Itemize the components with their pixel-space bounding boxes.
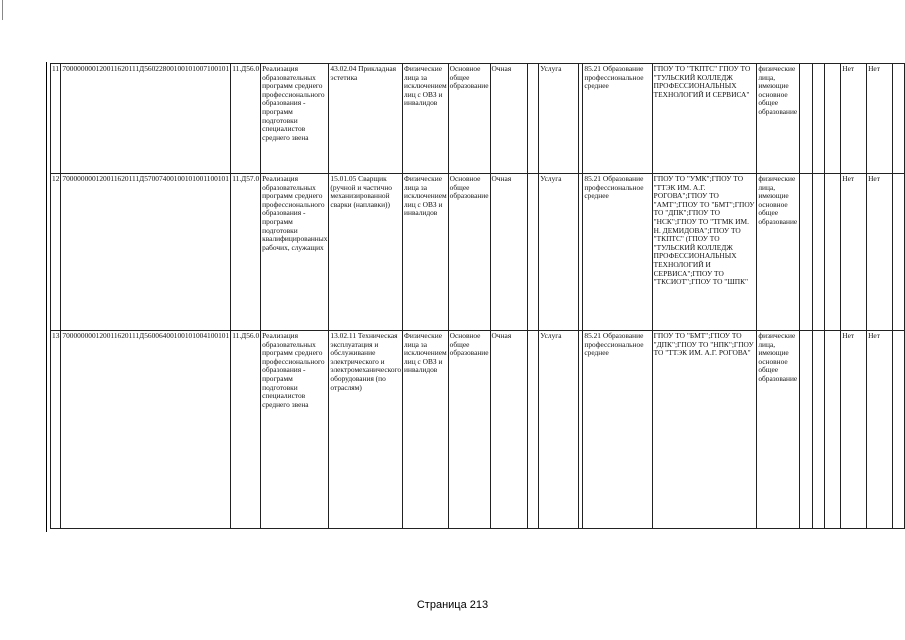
cell-row-number: 13	[51, 331, 61, 529]
cell-flag-2: Нет	[867, 174, 892, 331]
cell-okved: 85.21 Образование профессиональное среднее	[583, 331, 652, 529]
cell-flag-1: Нет	[841, 331, 867, 529]
cell-service-type: Услуга	[539, 331, 579, 529]
table-body	[51, 64, 905, 529]
table-row	[51, 64, 905, 174]
cell-registry-code: 700000000120011620111Д57007400100101001100101	[61, 174, 231, 331]
cell-education-base: Основное общее образование	[448, 331, 490, 529]
cell-service-name: Реализация образовательных программ среднего профессионального образования - программ подготовки специалистов среднего звена	[261, 64, 329, 174]
cell-specialty: 43.02.04 Прикладная эстетика	[329, 64, 403, 174]
cell-okved: 85.21 Образование профессиональное среднее	[583, 174, 652, 331]
cell-row-number: 12	[51, 174, 61, 331]
cell-service-name: Реализация образовательных программ среднего профессионального образования - программ подготовки квалифицированных рабочих, служащих	[261, 174, 329, 331]
cell-empty	[892, 174, 904, 331]
cell-study-form: Очная	[490, 331, 527, 529]
services-registry-table	[50, 63, 905, 529]
frame-top-line	[2, 0, 3, 20]
cell-empty	[825, 331, 841, 529]
cell-okved: 85.21 Образование профессиональное среднее	[583, 64, 652, 174]
page-number: Страница 213	[416, 599, 489, 611]
cell-service-name: Реализация образовательных программ среднего профессионального образования - программ подготовки специалистов среднего звена	[261, 331, 329, 529]
cell-empty	[800, 331, 813, 529]
cell-category: Физические лица за исключением лиц с ОВЗ и инвалидов	[403, 331, 449, 529]
cell-row-number: 11	[51, 64, 61, 174]
cell-empty	[800, 174, 813, 331]
cell-education-base: Основное общее образование	[448, 64, 490, 174]
cell-organizations: ГПОУ ТО "ТКПТС" ГПОУ ТО "ТУЛЬСКИЙ КОЛЛЕДЖ ПРОФЕССИОНАЛЬНЫХ ТЕХНОЛОГИЙ И СЕРВИСА"	[652, 64, 757, 174]
cell-empty	[813, 331, 825, 529]
table-row	[51, 331, 905, 529]
cell-service-code: 11.Д56.0	[231, 64, 261, 174]
cell-service-code: 11.Д56.0	[231, 331, 261, 529]
cell-consumers: физические лица, имеющие основное общее образование	[757, 64, 800, 174]
cell-empty	[528, 331, 539, 529]
cell-organizations: ГПОУ ТО "БМТ";ГПОУ ТО "ДПК";ГПОУ ТО "НПК";ГПОУ ТО "ТТЭК ИМ. А.Г. РОГОВА"	[652, 331, 757, 529]
cell-service-type: Услуга	[539, 64, 579, 174]
cell-service-type: Услуга	[539, 174, 579, 331]
cell-category: Физические лица за исключением лиц с ОВЗ и инвалидов	[403, 174, 449, 331]
cell-consumers: физические лица, имеющие основное общее образование	[757, 331, 800, 529]
cell-registry-code: 700000000120011620111Д56006400100101004100101	[61, 331, 231, 529]
cell-flag-1: Нет	[841, 64, 867, 174]
cell-flag-2: Нет	[867, 64, 892, 174]
cell-specialty: 13.02.11 Техническая эксплуатация и обслуживание электрического и электромеханического оборудования (по отраслям)	[329, 331, 403, 529]
table-row	[51, 174, 905, 331]
cell-empty	[800, 64, 813, 174]
cell-education-base: Основное общее образование	[448, 174, 490, 331]
cell-flag-1: Нет	[841, 174, 867, 331]
cell-registry-code: 700000000120011620111Д56022800100101007100101	[61, 64, 231, 174]
cell-consumers: физические лица, имеющие основное общее образование	[757, 174, 800, 331]
cell-study-form: Очная	[490, 174, 527, 331]
cell-empty	[813, 174, 825, 331]
cell-flag-2: Нет	[867, 331, 892, 529]
cell-empty	[528, 64, 539, 174]
cell-empty	[892, 64, 904, 174]
cell-empty	[528, 174, 539, 331]
cell-category: Физические лица за исключением лиц с ОВЗ и инвалидов	[403, 64, 449, 174]
cell-empty	[813, 64, 825, 174]
cell-empty	[825, 174, 841, 331]
cell-empty	[892, 331, 904, 529]
cell-empty	[825, 64, 841, 174]
cell-service-code: 11.Д57.0	[231, 174, 261, 331]
cell-specialty: 15.01.05 Сварщик (ручной и частично механизированной сварки (наплавки))	[329, 174, 403, 331]
frame-left-line	[46, 62, 47, 532]
cell-organizations: ГПОУ ТО "УМК";ГПОУ ТО "ТТЭК ИМ. А.Г. РОГОВА";ГПОУ ТО "АМТ";ГПОУ ТО "БМТ";ГПОУ ТО "ДПК";ГПОУ ТО "НСК";ГПОУ ТО "ТГМК ИМ. Н. ДЕМИДОВА";ГПОУ ТО "ТКПТС" (ГПОУ ТО "ТУЛЬСКИЙ КОЛЛЕДЖ ПРОФЕССИОНАЛЬНЫХ ТЕХНОЛОГИЙ И СЕРВИСА";ГПОУ ТО "ТКСИОТ";ГПОУ ТО "ШПК"	[652, 174, 757, 331]
cell-study-form: Очная	[490, 64, 527, 174]
